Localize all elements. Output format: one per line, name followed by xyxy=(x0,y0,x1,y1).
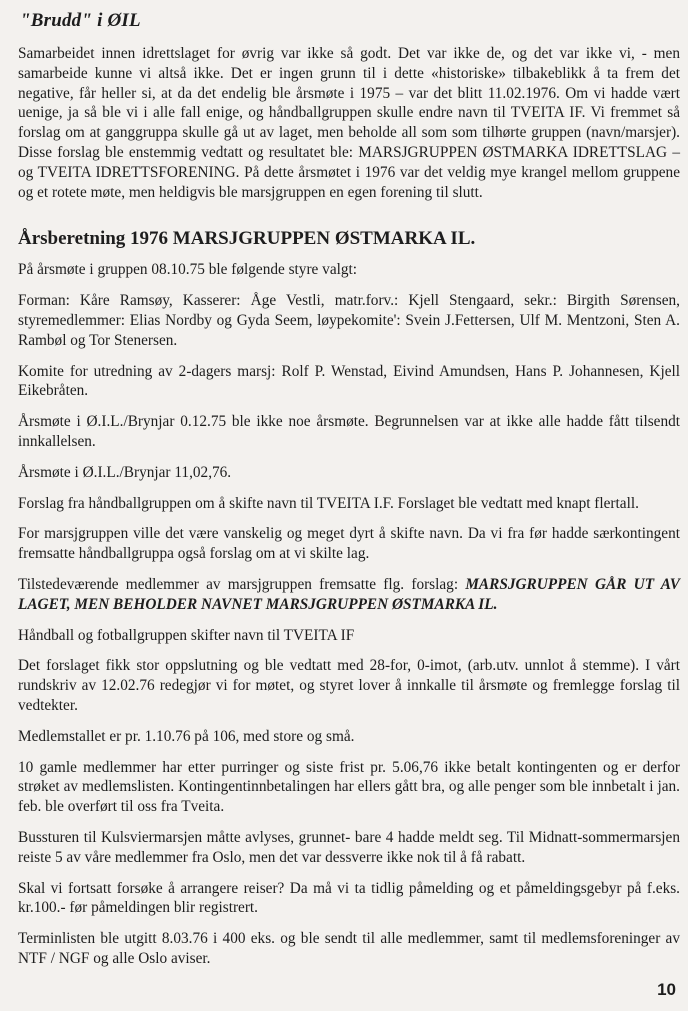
page-number: 10 xyxy=(657,980,676,999)
paragraph-styre-members: Forman: Kåre Ramsøy, Kasserer: Åge Vestli, matr.forv.: Kjell Stengaard, sekr.: Birgith Sørensen, styremedlemmer: Elias Nordby og Gyda Seem, løypekomite': Svein J.Fettersen, Ulf M. Mentzoni, Sten A. Rambøl og Tor Stenersen. xyxy=(18,292,680,349)
paragraph-arsmote-2: Årsmøte i Ø.I.L./Brynjar 11,02,76. xyxy=(18,463,232,481)
forslag-bold-text: MARSJGRUPPEN GÅR UT AV LAGET, MEN BEHOLDER NAVNET MARSJGRUPPEN ØSTMARKA IL. xyxy=(18,575,681,613)
paragraph-reiser: Skal vi fortsatt forsøke å arrangere reiser? Da må vi ta tidlig påmelding og et påmeldingsgebyr på f.eks. kr.100.- før påmeldingen blir registrert. xyxy=(18,879,680,917)
brudd-paragraph: Samarbeidet innen idrettslaget for øvrig var ikke så godt. Det var ikke de, og det var ikke vi, - men samarbeide kunne vi altså ikke. Det er ingen grunn til i dette «historiske» tilbakeblikk å ta frem det negative, får heller si, at da det endelig ble årsmøte i 1975 – var det blitt 11.02.1976. Om vi hadde vært uenige, ja så ble vi i alle fall enige, og håndballgruppen skulle endre navn til TVEITA IF. Vi fremmet så forslag om at ganggruppa skulle gå ut av laget, men beholde all som som tilhørte gruppen (navn/marsjer). Disse forslag ble enstemmig vedtatt og resultatet ble: MARSJGRUPPEN ØSTMARKA IDRETTSLAG – og TVEITA IDRETTSFORENING. På dette årsmøtet i 1976 var det veldig mye krangel mellom gruppene og et rotete møte, men heldigvis ble marsjgruppen en egen forening til slutt. xyxy=(18,45,680,201)
paragraph-vedtak: Det forslaget fikk stor oppslutning og ble vedtatt med 28-for, 0-imot, (arb.utv. unnlot å stemme). I vårt rundskriv av 12.02.76 redegjør vi for møtet, og styret lover å innkalle til årsmøte og fremlegge forslag til vedtekter. xyxy=(18,657,680,714)
paragraph-styre-intro: På årsmøte i gruppen 08.10.75 ble følgende styre valgt: xyxy=(18,261,358,279)
paragraph-arsmote-1: Årsmøte i Ø.I.L./Brynjar 0.12.75 ble ikke noe årsmøte. Begrunnelsen var at ikke alle hadde fått tilsendt innkallelsen. xyxy=(18,413,680,450)
paragraph-forslag-marsjgruppen xyxy=(18,575,680,615)
paragraph-kontingent: 10 gamle medlemmer har etter purringer og siste frist pr. 5.06,76 ikke betalt kontingenten og er derfor strøket av medlemslisten. Kontingentinnbetalingen har ellers gått bra, og alle penger som ble innbetalt i jan. feb. ble overført til oss fra Tveita. xyxy=(18,758,680,816)
page-content xyxy=(18,10,680,969)
section-title-brudd: "Brudd" i ØIL xyxy=(20,10,141,31)
paragraph-navneskifte: Håndball og fotballgruppen skifter navn til TVEITA IF xyxy=(18,626,355,644)
paragraph-medlemstall: Medlemstallet er pr. 1.10.76 på 106, med store og små. xyxy=(18,727,355,745)
paragraph-forslag-handball: Forslag fra håndballgruppen om å skifte navn til TVEITA I.F. Forslaget ble vedtatt med knapt flertall. xyxy=(18,494,639,512)
paragraph-marsjgruppen: For marsjgruppen ville det være vanskelig og meget dyrt å skifte navn. Da vi fra før hadde særkontingent fremsatte håndballgruppa også forslag om at vi skilte lag. xyxy=(18,525,680,563)
paragraph-terminliste: Terminlisten ble utgitt 8.03.76 i 400 eks. og ble sendt til alle medlemmer, samt til medlemsforeninger av NTF / NGF og alle Oslo aviser. xyxy=(18,930,680,967)
paragraph-busstur: Bussturen til Kulsviermarsjen måtte avlyses, grunnet- bare 4 hadde meldt seg. Til Midnatt-sommermarsjen reiste 5 av våre medlemmer fra Oslo, men det var dessverre ikke nok til å få rabatt. xyxy=(18,828,680,866)
section-title-arsberetning: Årsberetning 1976 MARSJGRUPPEN ØSTMARKA IL. xyxy=(18,228,476,250)
paragraph-komite: Komite for utredning av 2-dagers marsj: Rolf P. Wenstad, Eivind Amundsen, Hans P. Johannesen, Kjell Eikebråten. xyxy=(18,362,680,400)
forslag-intro-text: Tilstedeværende medlemmer av marsjgruppen fremsatte flg. forslag: xyxy=(18,575,466,593)
